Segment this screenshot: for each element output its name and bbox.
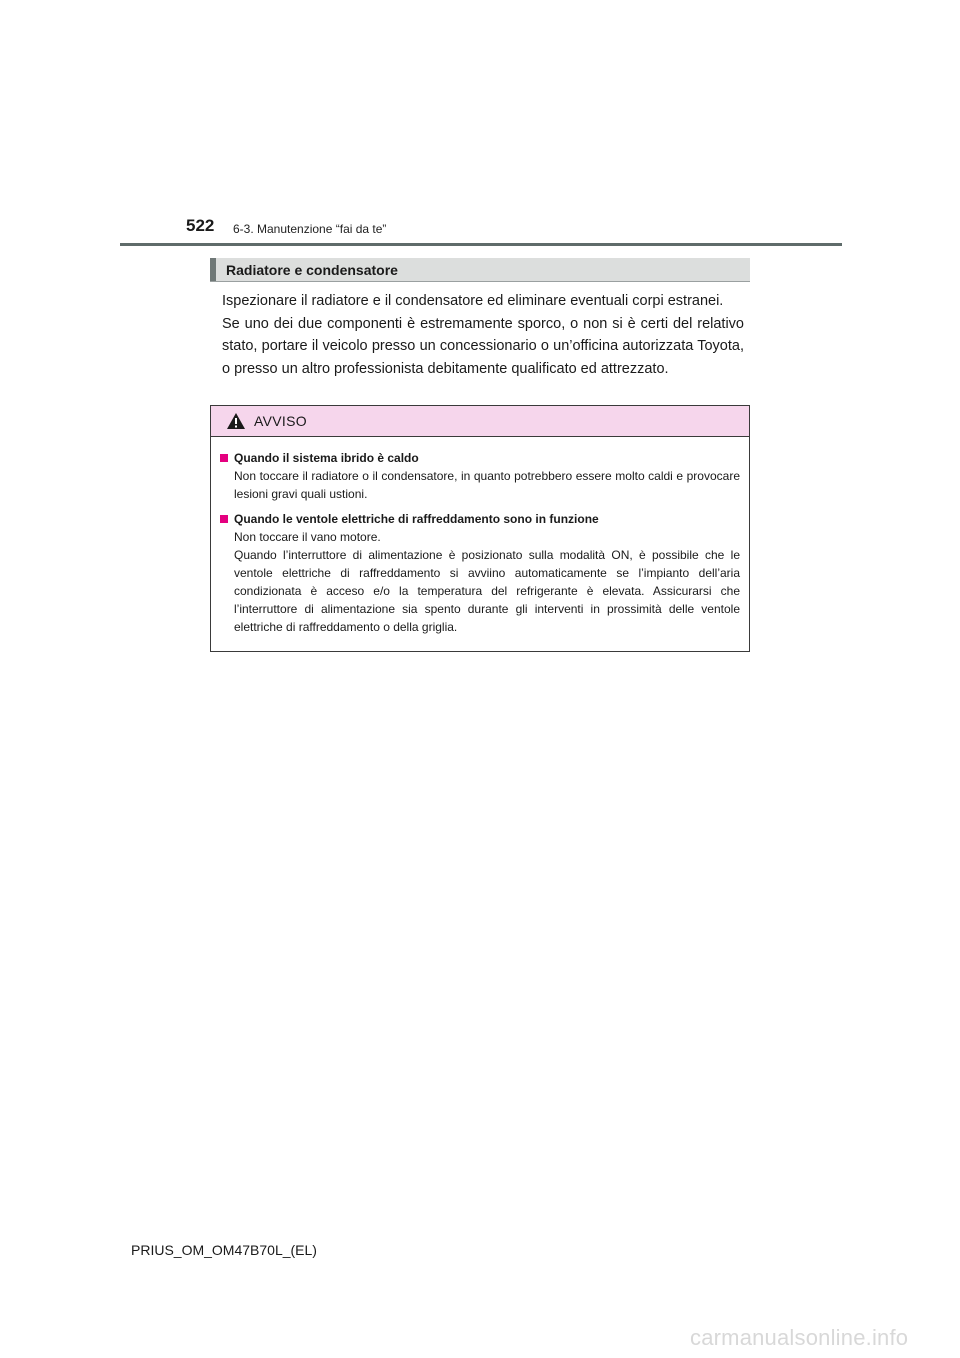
body-paragraph: Se uno dei due componenti è estremamente sporco, o non si è certi del relativo stato, portare il veicolo presso un concessionario o un’officina autorizzata Toyota, o presso un altro professionista debitamente qualificato ed attrezzato. <box>222 315 744 377</box>
warning-item-title-text: Quando il sistema ibrido è caldo <box>234 451 419 465</box>
warning-item-title-text: Quando le ventole elettriche di raffreddamento sono in funzione <box>234 512 599 526</box>
warning-header <box>211 406 749 437</box>
section-heading-text: Radiatore e condensatore <box>226 262 398 278</box>
body-paragraph: Ispezionare il radiatore e il condensatore ed eliminare eventuali corpi estranei. <box>222 293 724 309</box>
header-divider <box>120 243 842 246</box>
warning-triangle-icon <box>226 412 246 430</box>
section-body <box>222 290 744 380</box>
warning-item-paragraph: Non toccare il vano motore. <box>234 530 381 544</box>
warning-item-title <box>220 449 740 467</box>
warning-body <box>211 437 749 636</box>
warning-item-text <box>220 528 740 636</box>
warning-item <box>220 449 740 503</box>
section-heading <box>210 258 750 282</box>
square-bullet-icon <box>220 515 228 523</box>
square-bullet-icon <box>220 454 228 462</box>
warning-item <box>220 510 740 636</box>
warning-item-paragraph: Quando l’interruttore di alimentazione è posizionato sulla modalità ON, è possibile che le ventole elettriche di raffreddamento si avviino automaticamente se l’impianto dell’aria condizionata è acceso e/o la temperatura del refrigerante è elevata. Assicurarsi che l’interruttore di alimentazione sia spento durante gli interventi in prossimità delle ventole elettriche di raffreddamento o della griglia. <box>234 548 740 634</box>
watermark: carmanualsonline.info <box>690 1325 909 1350</box>
warning-title: AVVISO <box>254 413 307 429</box>
warning-item-paragraph: Non toccare il radiatore o il condensatore, in quanto potrebbero essere molto caldi e provocare lesioni gravi quali ustioni. <box>234 469 740 501</box>
warning-item-title <box>220 510 740 528</box>
page-number: 522 <box>186 216 215 235</box>
warning-item-text <box>220 467 740 503</box>
footer-code: PRIUS_OM_OM47B70L_(EL) <box>131 1242 317 1258</box>
warning-box <box>210 405 750 652</box>
section-breadcrumb: 6-3. Manutenzione “fai da te” <box>233 222 387 236</box>
heading-accent-bar <box>210 258 216 281</box>
